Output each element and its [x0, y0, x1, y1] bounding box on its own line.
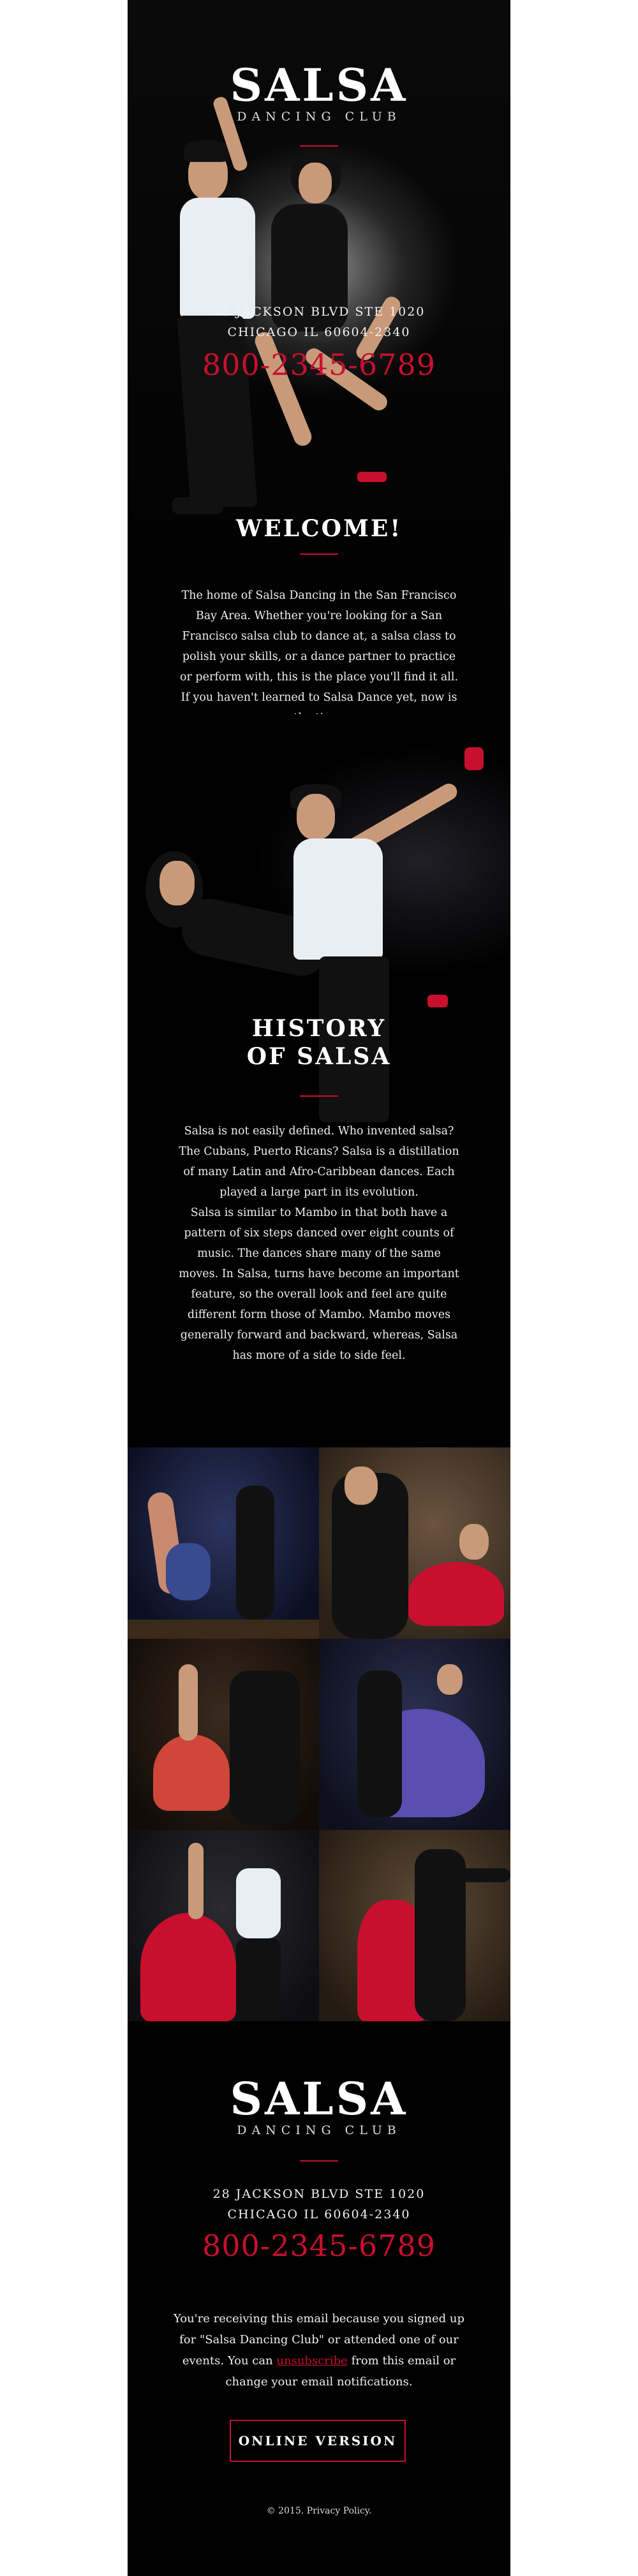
- text-line: or perform with, this is the place you'll find it all.: [179, 671, 459, 684]
- text-line: feature, so the overall look and feel are quite: [191, 1288, 447, 1301]
- text-line: If you haven't learned to Salsa Dance yet, now is: [181, 691, 457, 704]
- text-line: Salsa is similar to Mambo in that both have a: [190, 1206, 448, 1219]
- divider: [300, 2160, 338, 2162]
- text-line: played a large part in its evolution.: [219, 1186, 419, 1199]
- hero-section: [128, 0, 510, 714]
- history-heading-line-2: OF SALSA: [246, 1043, 392, 1070]
- gallery-photo-1: [128, 1447, 319, 1639]
- gallery-photo-5: [128, 1830, 319, 2021]
- footer-phone-number[interactable]: 800-2345-6789: [202, 2228, 436, 2263]
- text-line: The home of Salsa Dancing in the San Francisco: [181, 589, 457, 602]
- text-line: Salsa is not easily defined. Who invented salsa?: [184, 1125, 454, 1138]
- text-fragment: from this email or: [347, 2354, 456, 2367]
- text-line: Bay Area. Whether you're looking for a San: [195, 610, 443, 622]
- text-line: generally forward and backward, whereas, Salsa: [180, 1329, 458, 1342]
- gallery-photo-3: [128, 1639, 319, 1830]
- text-line: You're receiving this email because you signed up: [173, 2312, 465, 2325]
- footer-address-line-2: CHICAGO IL 60604-2340: [227, 2207, 411, 2221]
- text-fragment: events. You can: [182, 2354, 277, 2367]
- brand-title: SALSA: [230, 59, 408, 112]
- welcome-heading: WELCOME!: [235, 515, 403, 542]
- divider: [300, 1095, 338, 1097]
- text-line: Francisco salsa club to dance at, a salsa class to: [182, 630, 456, 643]
- address-line-1: 28 JACKSON BLVD STE 1020: [212, 305, 426, 319]
- unsubscribe-link[interactable]: unsubscribe: [276, 2354, 348, 2367]
- footer-brand-subtitle: DANCING CLUB: [237, 2123, 401, 2137]
- photo-grid: [128, 1447, 510, 2021]
- text-line: music. The dances share many of the same: [197, 1247, 441, 1260]
- text-line: polish your skills, or a dance partner to practice: [182, 650, 456, 663]
- text-line: of many Latin and Afro-Caribbean dances. Each: [183, 1166, 455, 1178]
- text-line: change your email notifications.: [225, 2375, 413, 2389]
- phone-number[interactable]: 800-2345-6789: [202, 348, 436, 382]
- online-version-button[interactable]: ONLINE VERSION: [230, 2420, 406, 2462]
- text-line: [172, 2350, 466, 2371]
- history-section: [128, 714, 510, 1447]
- address-line-2: CHICAGO IL 60604-2340: [227, 325, 411, 339]
- copyright-text: © 2015. Privacy Policy.: [266, 2506, 372, 2516]
- gallery-photo-6: [319, 1830, 510, 2021]
- divider: [300, 553, 338, 555]
- text-line: different form those of Mambo. Mambo moves: [187, 1308, 451, 1321]
- footer-brand-title: SALSA: [230, 2072, 408, 2125]
- footer-address-line-1: 28 JACKSON BLVD STE 1020: [212, 2187, 426, 2201]
- footer-section: [128, 2021, 510, 2576]
- gallery-photo-4: [319, 1639, 510, 1830]
- text-line: has more of a side to side feel.: [232, 1349, 406, 1362]
- footer-notice: [172, 2308, 466, 2392]
- email-column: [128, 0, 510, 2576]
- gallery-photo-2: [319, 1447, 510, 1639]
- welcome-text: [177, 585, 461, 728]
- history-heading-line-1: HISTORY: [251, 1015, 387, 1042]
- history-text: [177, 1121, 461, 1366]
- text-line: for "Salsa Dancing Club" or attended one of our: [179, 2333, 459, 2346]
- text-line: moves. In Salsa, turns have become an important: [179, 1268, 459, 1280]
- text-line: pattern of six steps danced over eight counts of: [184, 1227, 454, 1240]
- divider: [300, 145, 338, 147]
- text-line: The Cubans, Puerto Ricans? Salsa is a distillation: [179, 1145, 459, 1158]
- brand-subtitle: DANCING CLUB: [237, 110, 401, 124]
